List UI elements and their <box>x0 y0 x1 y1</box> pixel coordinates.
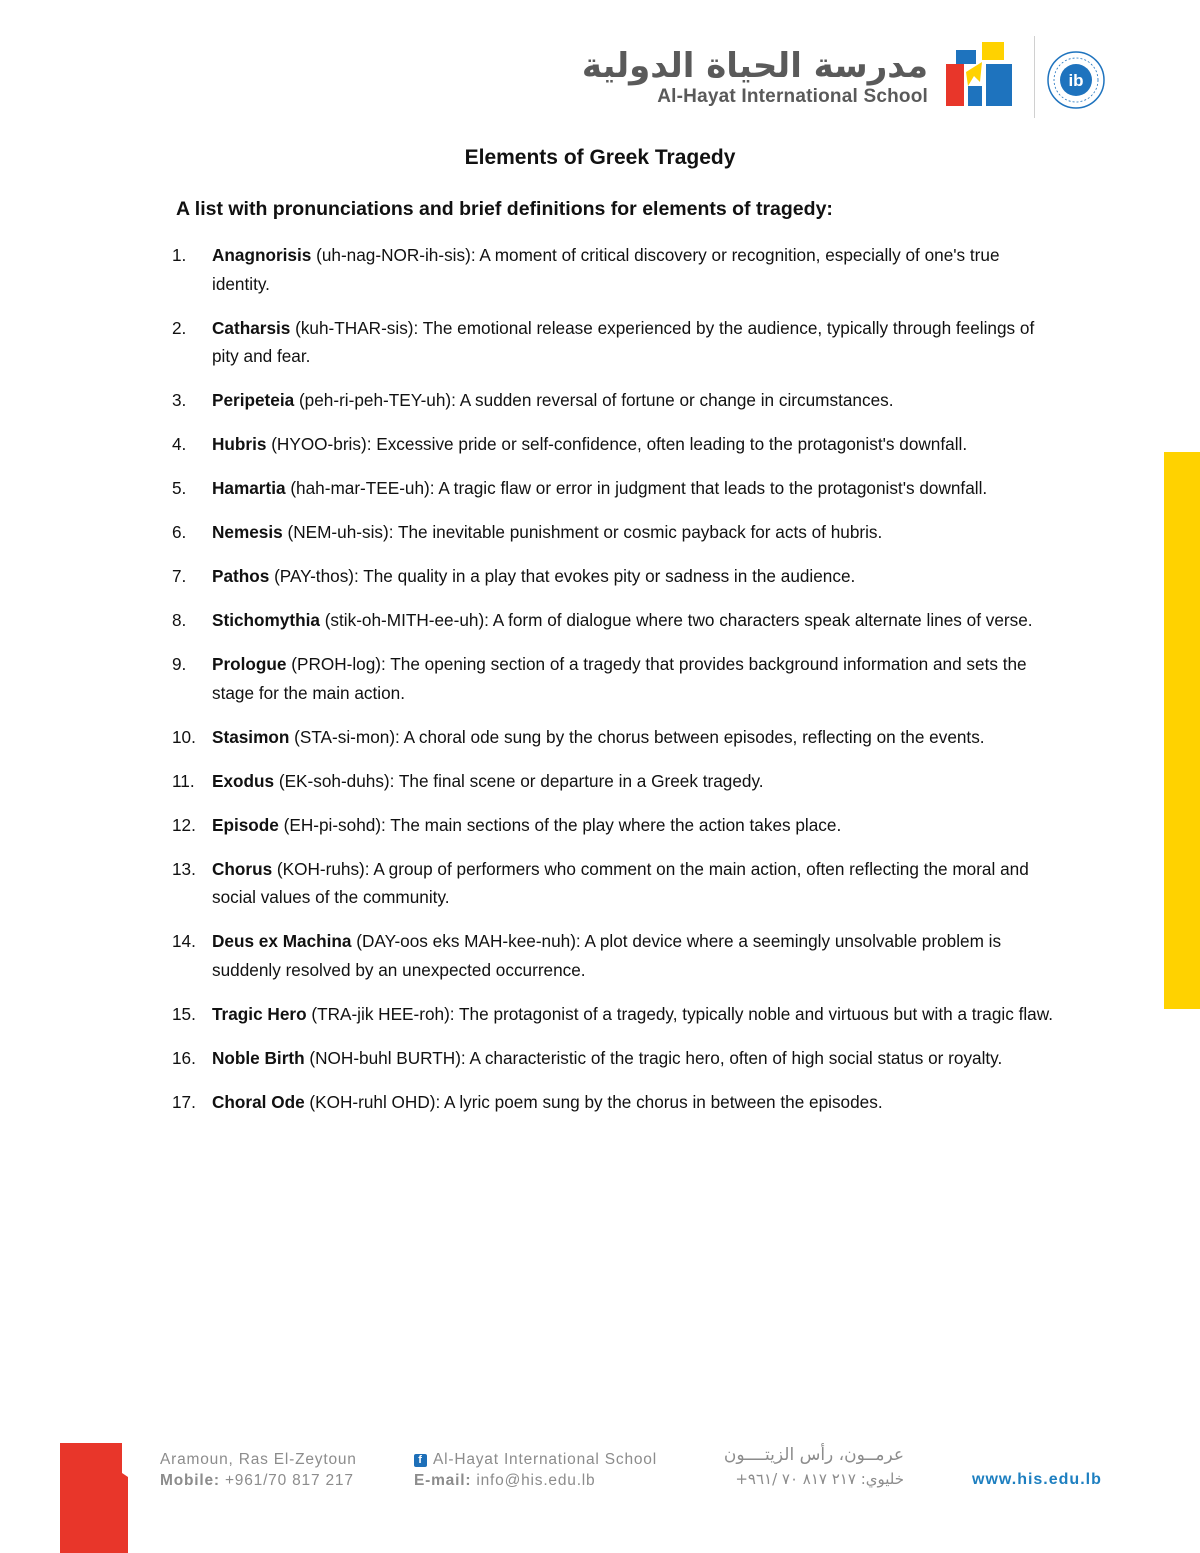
term-number: 2. <box>172 317 187 338</box>
document-title: Elements of Greek Tragedy <box>464 146 736 169</box>
term-definition: (EH-pi-sohd): The main sections of the play where the action takes place. <box>278 814 842 835</box>
term-number: 11. <box>172 770 195 791</box>
footer-email-label: E-mail: <box>414 1472 472 1489</box>
decorative-side-bar <box>1164 452 1200 1009</box>
term-item <box>172 1000 1062 1029</box>
term-name: Peripeteia <box>212 390 295 410</box>
term-name: Tragic Hero <box>212 1003 307 1024</box>
document-subtitle: A list with pronunciations and brief definitions for elements of tragedy: <box>176 198 833 220</box>
term-number: 16. <box>172 1047 196 1068</box>
term-number: 6. <box>172 522 187 542</box>
term-item <box>172 430 1062 459</box>
school-name-english: Al-Hayat International School <box>657 86 928 107</box>
term-number: 9. <box>172 654 187 674</box>
term-number: 12. <box>172 814 196 835</box>
term-definition: (stik-oh-MITH-ee-uh): A form of dialogue where two characters speak alternate lines of verse. <box>319 610 1033 630</box>
term-definition: (STA-si-mon): A choral ode sung by the chorus between episodes, reflecting on the events. <box>289 726 985 747</box>
terms-list <box>172 241 1062 1132</box>
term-name: Hamartia <box>212 478 286 498</box>
term-item <box>172 474 1062 503</box>
school-crest-logo <box>946 42 1012 106</box>
term-definition: (DAY-oos eks MAH-kee-nuh): A plot device where a seemingly unsolvable problem is suddenly resolved by an unexpected occurrence. <box>212 931 1002 980</box>
term-item <box>172 927 1062 984</box>
school-name-arabic: مدرسة الحياة الدولية <box>581 46 928 86</box>
term-name: Exodus <box>212 770 275 791</box>
term-item <box>172 386 1062 415</box>
footer-mobile-value: +961/70 817 217 <box>219 1472 354 1489</box>
term-name: Prologue <box>212 654 287 674</box>
term-number: 3. <box>172 390 187 410</box>
term-definition: (KOH-ruhl OHD): A lyric poem sung by the chorus in between the episodes. <box>304 1091 883 1112</box>
footer-address: Aramoun, Ras El-Zeytoun <box>160 1451 357 1468</box>
term-item <box>172 1088 1062 1117</box>
term-number: 4. <box>172 434 187 454</box>
term-number: 15. <box>172 1003 196 1024</box>
ib-logo <box>1046 50 1106 110</box>
term-item <box>172 606 1062 635</box>
term-name: Nemesis <box>212 522 283 542</box>
term-number: 8. <box>172 610 187 630</box>
term-name: Deus ex Machina <box>212 931 352 951</box>
term-number: 14. <box>172 931 196 951</box>
ib-logo-text: ib <box>1068 71 1084 90</box>
term-item <box>172 518 1062 547</box>
term-number: 17. <box>172 1091 196 1112</box>
term-name: Choral Ode <box>212 1091 305 1112</box>
term-name: Chorus <box>212 858 273 879</box>
term-item <box>172 314 1062 371</box>
footer-school-name[interactable]: Al-Hayat International School <box>433 1451 657 1468</box>
term-definition: (hah-mar-TEE-uh): A tragic flaw or error in judgment that leads to the protagonist's downfall. <box>285 478 988 498</box>
footer-mobile-arabic: خليوي: ٢١٧ ٨١٧ ٧٠ /٩٦١+ <box>735 1470 904 1488</box>
term-number: 13. <box>172 858 196 879</box>
term-name: Anagnorisis <box>212 245 312 265</box>
term-item <box>172 855 1062 912</box>
term-name: Noble Birth <box>212 1047 305 1068</box>
header-divider <box>1034 36 1035 118</box>
term-number: 5. <box>172 478 187 498</box>
term-item <box>172 241 1062 298</box>
term-item <box>172 811 1062 840</box>
term-definition: (PROH-log): The opening section of a tragedy that provides background information and sets the stage for the main action. <box>212 654 1027 703</box>
footer-address-arabic: عرمــون، رأس الزيتــــون <box>723 1445 904 1465</box>
term-name: Pathos <box>212 566 270 586</box>
term-number: 1. <box>172 245 187 265</box>
term-item <box>172 562 1062 591</box>
footer-email <box>414 1472 595 1490</box>
term-name: Hubris <box>212 434 267 454</box>
footer-email-value[interactable]: info@his.edu.lb <box>471 1472 596 1489</box>
term-definition: (peh-ri-peh-TEY-uh): A sudden reversal of fortune or change in circumstances. <box>294 390 894 410</box>
term-name: Stichomythia <box>212 610 320 630</box>
term-item <box>172 1044 1062 1073</box>
term-item <box>172 650 1062 707</box>
facebook-icon: f <box>414 1454 427 1467</box>
footer-red-mark <box>60 1443 128 1553</box>
term-definition: (uh-nag-NOR-ih-sis): A moment of critical discovery or recognition, especially of one's true identity. <box>212 245 1000 294</box>
term-definition: (NEM-uh-sis): The inevitable punishment or cosmic payback for acts of hubris. <box>282 522 883 542</box>
footer-mobile-label: Mobile: <box>160 1472 220 1489</box>
footer-mobile <box>160 1472 354 1490</box>
footer-website-link[interactable]: www.his.edu.lb <box>972 1471 1102 1488</box>
term-number: 7. <box>172 566 187 586</box>
term-definition: (PAY-thos): The quality in a play that evokes pity or sadness in the audience. <box>269 566 856 586</box>
footer-social <box>414 1451 657 1469</box>
term-item <box>172 723 1062 752</box>
letterhead <box>581 30 1152 130</box>
term-number: 10. <box>172 726 196 747</box>
term-definition: (HYOO-bris): Excessive pride or self-confidence, often leading to the protagonist's downfall. <box>266 434 968 454</box>
term-item <box>172 767 1062 796</box>
term-name: Episode <box>212 814 279 835</box>
term-definition: (EK-soh-duhs): The final scene or departure in a Greek tragedy. <box>274 770 764 791</box>
term-definition: (TRA-jik HEE-roh): The protagonist of a tragedy, typically noble and virtuous but with a tragic flaw. <box>306 1003 1053 1024</box>
term-definition: (KOH-ruhs): A group of performers who comment on the main action, often reflecting the moral and social values of the community. <box>212 858 1029 907</box>
term-definition: (kuh-THAR-sis): The emotional release experienced by the audience, typically through feelings of pity and fear. <box>212 317 1035 366</box>
term-definition: (NOH-buhl BURTH): A characteristic of the tragic hero, often of high social status or royalty. <box>304 1047 1003 1068</box>
term-name: Catharsis <box>212 317 291 338</box>
term-name: Stasimon <box>212 726 290 747</box>
